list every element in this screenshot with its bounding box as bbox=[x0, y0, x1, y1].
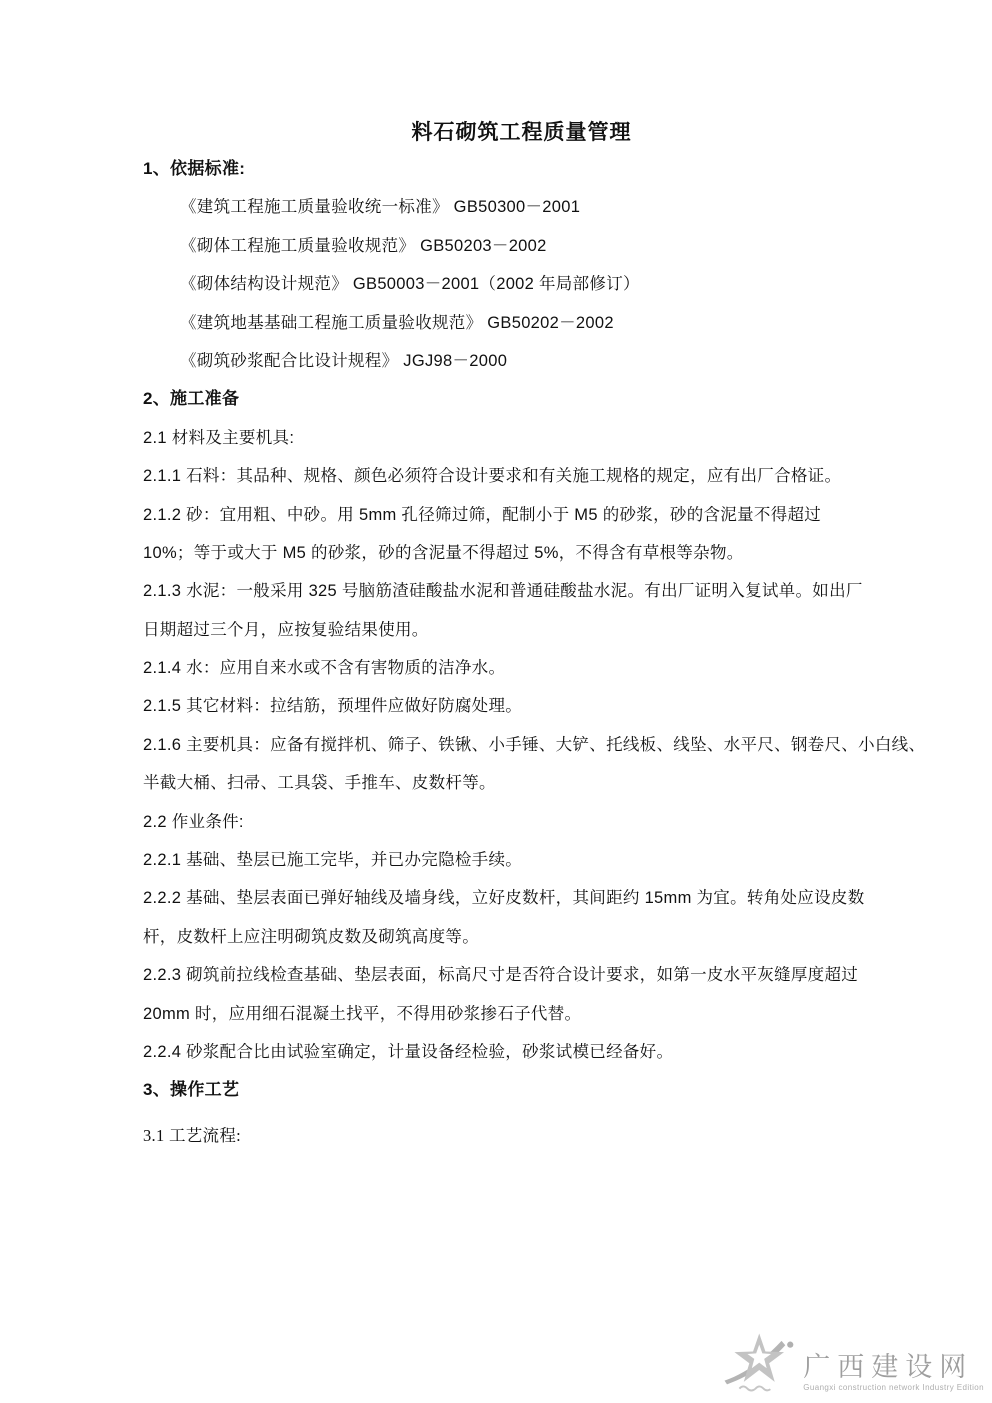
doc-line: 3、操作工艺 bbox=[143, 1080, 240, 1100]
doc-line: 杆，皮数杆上应注明砌筑皮数及砌筑高度等。 bbox=[143, 927, 479, 946]
doc-line: 2.2.1 基础、垫层已施工完毕，并已办完隐检手续。 bbox=[143, 851, 523, 870]
doc-line: 《砌体结构设计规范》 GB50003－2001（2002 年局部修订） bbox=[180, 275, 640, 294]
doc-line: 1、依据标准: bbox=[143, 159, 246, 178]
doc-line: 20mm 时，应用细石混凝土找平，不得用砂浆掺石子代替。 bbox=[143, 1004, 582, 1023]
doc-line: 《砌筑砂浆配合比设计规程》 JGJ98－2000 bbox=[180, 351, 508, 370]
doc-line: 2.1.1 石料：其品种、规格、颜色必须符合设计要求和有关施工规格的规定，应有出厂合格证。 bbox=[143, 467, 842, 486]
doc-body bbox=[143, 150, 943, 1155]
doc-line: 2.1.4 水：应用自来水或不含有害物质的洁净水。 bbox=[143, 659, 506, 678]
watermark-tagline: Guangxi construction network Industry Edition bbox=[803, 1383, 984, 1392]
doc-line: 《砌体工程施工质量验收规范》 GB50203－2002 bbox=[180, 236, 547, 255]
doc-line: 2.2.2 基础、垫层表面已弹好轴线及墙身线，立好皮数杆，其间距约 15mm 为宜。转角处应设皮数 bbox=[143, 889, 865, 908]
watermark-text bbox=[803, 1353, 984, 1393]
logo-dot bbox=[787, 1342, 793, 1348]
doc-line: 2.1 材料及主要机具: bbox=[143, 428, 295, 447]
doc-line: 2.1.5 其它材料：拉结筋，预埋件应做好防腐处理。 bbox=[143, 697, 523, 716]
doc-line: 2.1.2 砂：宜用粗、中砂。用 5mm 孔径筛过筛，配制小于 M5 的砂浆，砂的含泥量不得超过 bbox=[143, 505, 822, 524]
doc-line: 《建筑地基基础工程施工质量验收规范》 GB50202－2002 bbox=[180, 313, 614, 332]
doc-line: 2、施工准备 bbox=[143, 389, 240, 409]
doc-line: 日期超过三个月，应按复验结果使用。 bbox=[143, 620, 429, 639]
doc-line: 2.2.3 砌筑前拉线检查基础、垫层表面，标高尺寸是否符合设计要求，如第一皮水平灰缝厚度超过 bbox=[143, 966, 859, 985]
doc-title: 料石砌筑工程质量管理 bbox=[411, 121, 632, 144]
doc-line: 10%；等于或大于 M5 的砂浆，砂的含泥量不得超过 5%，不得含有草根等杂物。 bbox=[143, 543, 744, 562]
doc-line: 2.1.3 水泥：一般采用 325 号脑筋渣硅酸盐水泥和普通硅酸盐水泥。有出厂证明入复试单。如出厂 bbox=[143, 582, 863, 601]
doc-line: 3.1 工艺流程: bbox=[143, 1125, 242, 1145]
doc-line: 2.2.4 砂浆配合比由试验室确定，计量设备经检验，砂浆试模已经备好。 bbox=[143, 1042, 674, 1061]
doc-line: 《建筑工程施工质量验收统一标准》 GB50300－2001 bbox=[180, 198, 581, 217]
watermark-brand: 广西建设网 bbox=[803, 1352, 974, 1382]
logo-script bbox=[740, 1386, 771, 1390]
star-logo bbox=[719, 1331, 797, 1393]
doc-line: 2.1.6 主要机具：应备有搅拌机、筛子、铁锹、小手锤、大铲、托线板、线坠、水平尺、钢卷尺、小白线、 bbox=[143, 735, 926, 754]
doc-line: 半截大桶、扫帚、工具袋、手推车、皮数杆等。 bbox=[143, 774, 496, 793]
site-watermark bbox=[719, 1331, 984, 1393]
doc-line: 2.2 作业条件: bbox=[143, 812, 244, 831]
